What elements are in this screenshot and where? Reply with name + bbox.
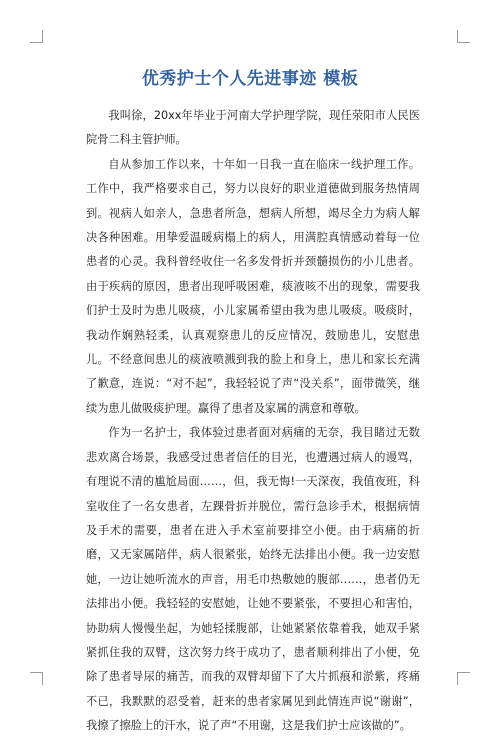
- paragraph-work-story: 自从参加工作以来，十年如一日我一直在临床一线护理工作。工作中，我严格要求自己，努力以良好的职业道德做到服务热情周到。视病人如亲人，急患者所急，想病人所想，竭尽全力为病人解决各种困难。用挚爱温暖病榻上的病人，用满腔真情感动着每一位患者的心灵。我科曾经收住一名多发骨折并颈髓损伤的小儿患者。由于疾病的原因，患者出现呼吸困难，痰液咳不出的现象，需要我们护士及时为患儿吸痰，小儿家属希望由我为患儿吸痰。吸痰时，我动作娴熟轻柔，认真观察患儿的反应情况，鼓励患儿，安慰患儿。不经意间患儿的痰液喷溅到我的脸上和身上，患儿和家长充满了歉意，连说：“对不起”，我轻轻说了声“没关系”，面带微笑，继续为患儿做吸痰护理。赢得了患者及家属的满意和尊敬。: [86, 157, 420, 415]
- document-title: 优秀护士个人先进事迹 模板: [141, 69, 359, 89]
- paragraph-night-shift-story: 作为一名护士，我体验过患者面对病痛的无奈，我目睹过无数悲欢离合场景，我感受过患者信任的目光，也遭遇过病人的谩骂，有理说不清的尴尬局面……，但，我无悔!一天深夜，我值夜班，科室收住了一名女患者，左踝骨折并脱位，需行急诊手术，根据病情及手术的需要，患者在进入手术室前要排空小便。由于病痛的折磨，又无家属陪伴，病人很紧张，始终无法排出小便。我一边安慰她，一边让她听流水的声音，用毛巾热敷她的腹部……，患者仍无法排出小便。我轻轻的安慰她，让她不要紧张，不要担心和害怕，协助病人慢慢坐起，为她轻揉腹部，让她紧紧依靠着我，她双手紧紧抓住我的双臂，这次努力终于成功了，患者顺利排出了小便，免除了患者导尿的痛苦，而我的双臂却留下了大片抓痕和淤紫，疼痛不已，我默默的忍受着，赶来的患者家属见到此情连声说“谢谢”，我擦了擦脸上的汗水，说了声“不用谢，这是我们护士应该做的”。: [86, 426, 420, 733]
- crop-mark-bottom-left: [30, 672, 43, 685]
- crop-mark-bottom-right: [457, 672, 470, 685]
- crop-mark-top-right: [457, 30, 470, 43]
- paragraph-intro: 我叫徐，20xx年毕业于河南大学护理学院，现任荥阳市人民医院骨二科主管护师。: [86, 109, 420, 147]
- document-body: [86, 104, 420, 739]
- crop-mark-top-left: [30, 30, 43, 43]
